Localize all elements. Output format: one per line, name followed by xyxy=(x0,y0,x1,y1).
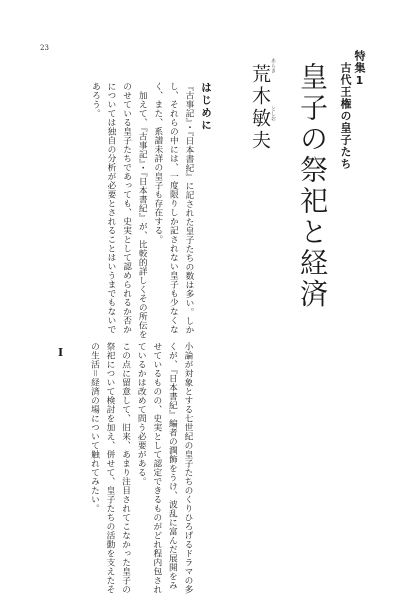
intro-paragraph-2: 加えて、『古事記』・『日本書紀』が、比較的詳しくその所伝をのせている皇子たちであっても、史実として認められるか否かについては独自の分析が必要とされることはいうまでもないであろう。 xyxy=(90,82,148,339)
page-number: 23 xyxy=(40,44,49,52)
section1-paragraph-1: 小論が対象とする七世紀の皇子たちのくりひろげるドラマの多くが、『日本書紀』編者の潤飾をうけ、波乱に富んだ展開をみせているものの、史実として認定できるものがどれ程内包されているかは改めて問う必要がある。 xyxy=(136,342,193,594)
section-numeral: I xyxy=(58,346,64,359)
feature-number: 1 xyxy=(353,74,366,88)
feature-label: 特集 xyxy=(353,50,366,74)
intro-body xyxy=(70,82,196,340)
author-ruby-family: あらき xyxy=(270,58,276,73)
section1-paragraph-2: この点に留意して、旧来、あまり注目されてこなかった皇子の祭祀について検討を加え、併せて、皇子たちの活動を支えたその生活＝経済の場について触れてみたい。 xyxy=(89,342,131,594)
author-name: 荒木敏夫 xyxy=(249,64,271,152)
intro-heading: はじめに xyxy=(200,82,212,132)
author-ruby-given: としお xyxy=(270,106,276,121)
feature-heading xyxy=(338,50,366,170)
section1-body xyxy=(85,342,195,594)
intro-paragraph-1: 『古事記』・『日本書紀』に記された皇子たちの数は多い。しかし、それらの中には、一度限りしか記されない皇子も少なくなく、また、系譜未詳の皇子も存在する。 xyxy=(152,82,194,335)
article-title: 皇子の祭祀と経済 xyxy=(296,62,329,310)
feature-subtitle: 古代王権の皇子たち xyxy=(339,62,352,170)
